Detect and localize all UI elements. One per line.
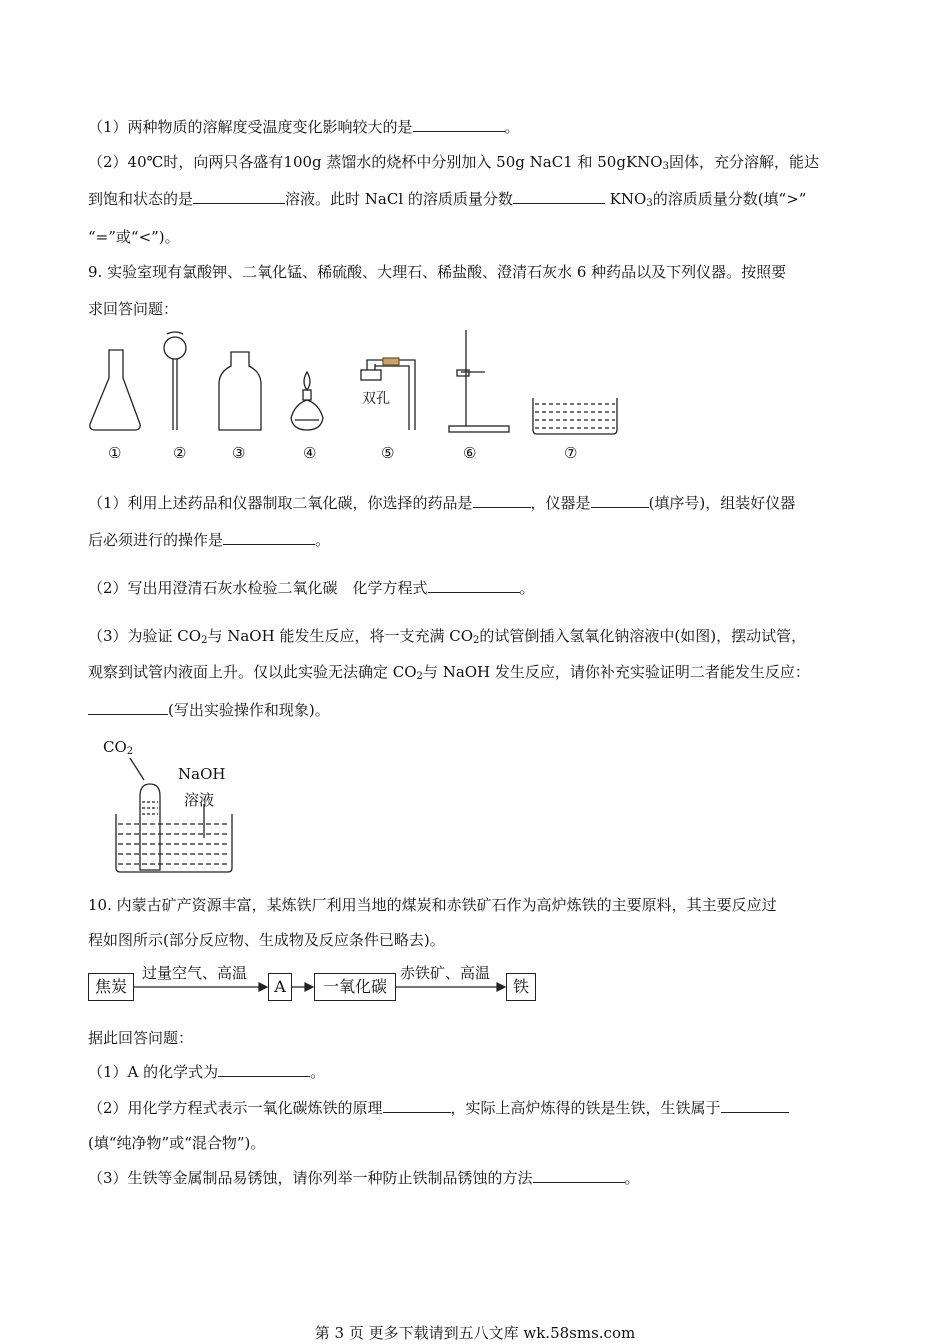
gas-jar-icon xyxy=(219,352,261,430)
flow-box-coke: 焦炭 xyxy=(88,973,134,1001)
flow-arrows xyxy=(133,980,513,994)
answer-blank[interactable] xyxy=(218,1062,310,1077)
q8-line-1: （1）两种物质的溶解度受温度变化影响较大的是 。 xyxy=(88,118,520,136)
iron-stand-icon xyxy=(449,330,509,432)
water-trough-icon xyxy=(533,398,617,434)
q10-sub-2b: (填“纯净物”或“混合物”)。 xyxy=(88,1134,266,1152)
flow-box-iron: 铁 xyxy=(506,973,536,1001)
apparatus-label: ⑥ xyxy=(463,444,477,462)
co2-naoh-figure xyxy=(100,758,240,878)
q10-prompt: 据此回答问题： xyxy=(88,1029,194,1047)
q9-sub-3a: （3）为验证 $CO_2$与 NaOH 能发生反应，将一支充满 $CO_2$的试管倒插入氢氧化钠溶液中(如图)，摆动试管， xyxy=(88,627,807,646)
answer-blank[interactable] xyxy=(473,493,531,508)
naoh-label: NaOH xyxy=(178,765,226,783)
answer-blank[interactable] xyxy=(223,530,315,545)
answer-blank[interactable] xyxy=(591,493,649,508)
flow-condition-1: 过量空气、高温 xyxy=(142,964,248,982)
apparatus-label: ⑦ xyxy=(564,444,578,462)
q9-sub-1b: 后必须进行的操作是 。 xyxy=(88,531,331,549)
solution-label: 溶液 xyxy=(184,791,215,809)
answer-blank[interactable] xyxy=(721,1098,789,1113)
answer-blank[interactable] xyxy=(88,700,168,715)
answer-blank[interactable] xyxy=(383,1098,451,1113)
q10-stem-2: 程如图所示(部分反应物、生成物及反应条件已略去)。 xyxy=(88,931,445,949)
apparatus-label: ① xyxy=(108,444,122,462)
page-footer: 第 3 页 更多下载请到五八文库 wk.58sms.com xyxy=(314,1324,636,1342)
apparatus-label: ⑤ xyxy=(381,444,395,462)
answer-blank[interactable] xyxy=(428,578,520,593)
test-tube-icon xyxy=(140,784,160,870)
flow-condition-2: 赤铁矿、高温 xyxy=(400,964,491,982)
answer-blank[interactable] xyxy=(413,117,505,132)
q8-line-3: 到饱和状态的是 溶液。此时 NaCl 的溶质质量分数 $KNO_3$的溶质质量分数(填“>” xyxy=(88,190,807,209)
beaker-icon xyxy=(116,814,232,872)
q8-line-4: “=”或“<”)。 xyxy=(88,228,180,246)
answer-blank[interactable] xyxy=(513,189,605,204)
flow-box-a: A xyxy=(268,973,292,1001)
q9-sub-3b: 观察到试管内液面上升。仅以此实验无法确定 $CO_2$与 NaOH 发生反应，请你补充实验证明二者能发生反应： xyxy=(88,663,810,682)
q9-sub-2: （2）写出用澄清石灰水检验二氧化碳 化学方程式 。 xyxy=(88,579,535,597)
thistle-funnel-icon xyxy=(164,332,186,430)
answer-blank[interactable] xyxy=(533,1168,625,1183)
q8-line-2: （2）40℃时，向两只各盛有100g 蒸馏水的烧杯中分别加入 50g NaC1 和 50gKNO$_3$固体，充分溶解，能达 xyxy=(88,153,819,172)
apparatus-label: ② xyxy=(173,444,187,462)
q9-sub-3c: (写出实验操作和现象)。 xyxy=(88,700,330,720)
apparatus-label: ③ xyxy=(232,444,246,462)
q10-stem-1: 10. 内蒙古矿产资源丰富，某炼铁厂利用当地的煤炭和赤铁矿石作为高炉炼铁的主要原料，其主要反应过 xyxy=(88,896,777,914)
q9-stem-1: 9. 实验室现有氯酸钾、二氧化锰、稀硫酸、大理石、稀盐酸、澄清石灰水 6 种药品以及下列仪器。按照要 xyxy=(88,263,787,281)
q9-stem-2: 求回答问题： xyxy=(88,300,179,318)
co2-label: $CO_2$ xyxy=(103,738,134,757)
apparatus-label: ④ xyxy=(303,444,317,462)
apparatus-figure xyxy=(85,326,625,446)
alcohol-lamp-icon xyxy=(291,372,323,430)
q9-sub-1a: （1）利用上述药品和仪器制取二氧化碳，你选择的药品是 ，仪器是 (填序号)，组装好仪器 xyxy=(88,494,796,512)
conical-flask-icon xyxy=(90,350,140,430)
q10-sub-1: （1）A 的化学式为 。 xyxy=(88,1063,326,1081)
answer-blank[interactable] xyxy=(193,189,285,204)
q10-sub-2a: （2）用化学方程式表示一氧化碳炼铁的原理 ，实际上高炉炼得的铁是生铁，生铁属于 xyxy=(88,1098,789,1118)
double-hole-label: 双孔 xyxy=(362,391,390,407)
flow-box-co: 一氧化碳 xyxy=(314,973,396,1001)
q10-sub-3: （3）生铁等金属制品易锈蚀，请你列举一种防止铁制品锈蚀的方法 。 xyxy=(88,1169,640,1187)
